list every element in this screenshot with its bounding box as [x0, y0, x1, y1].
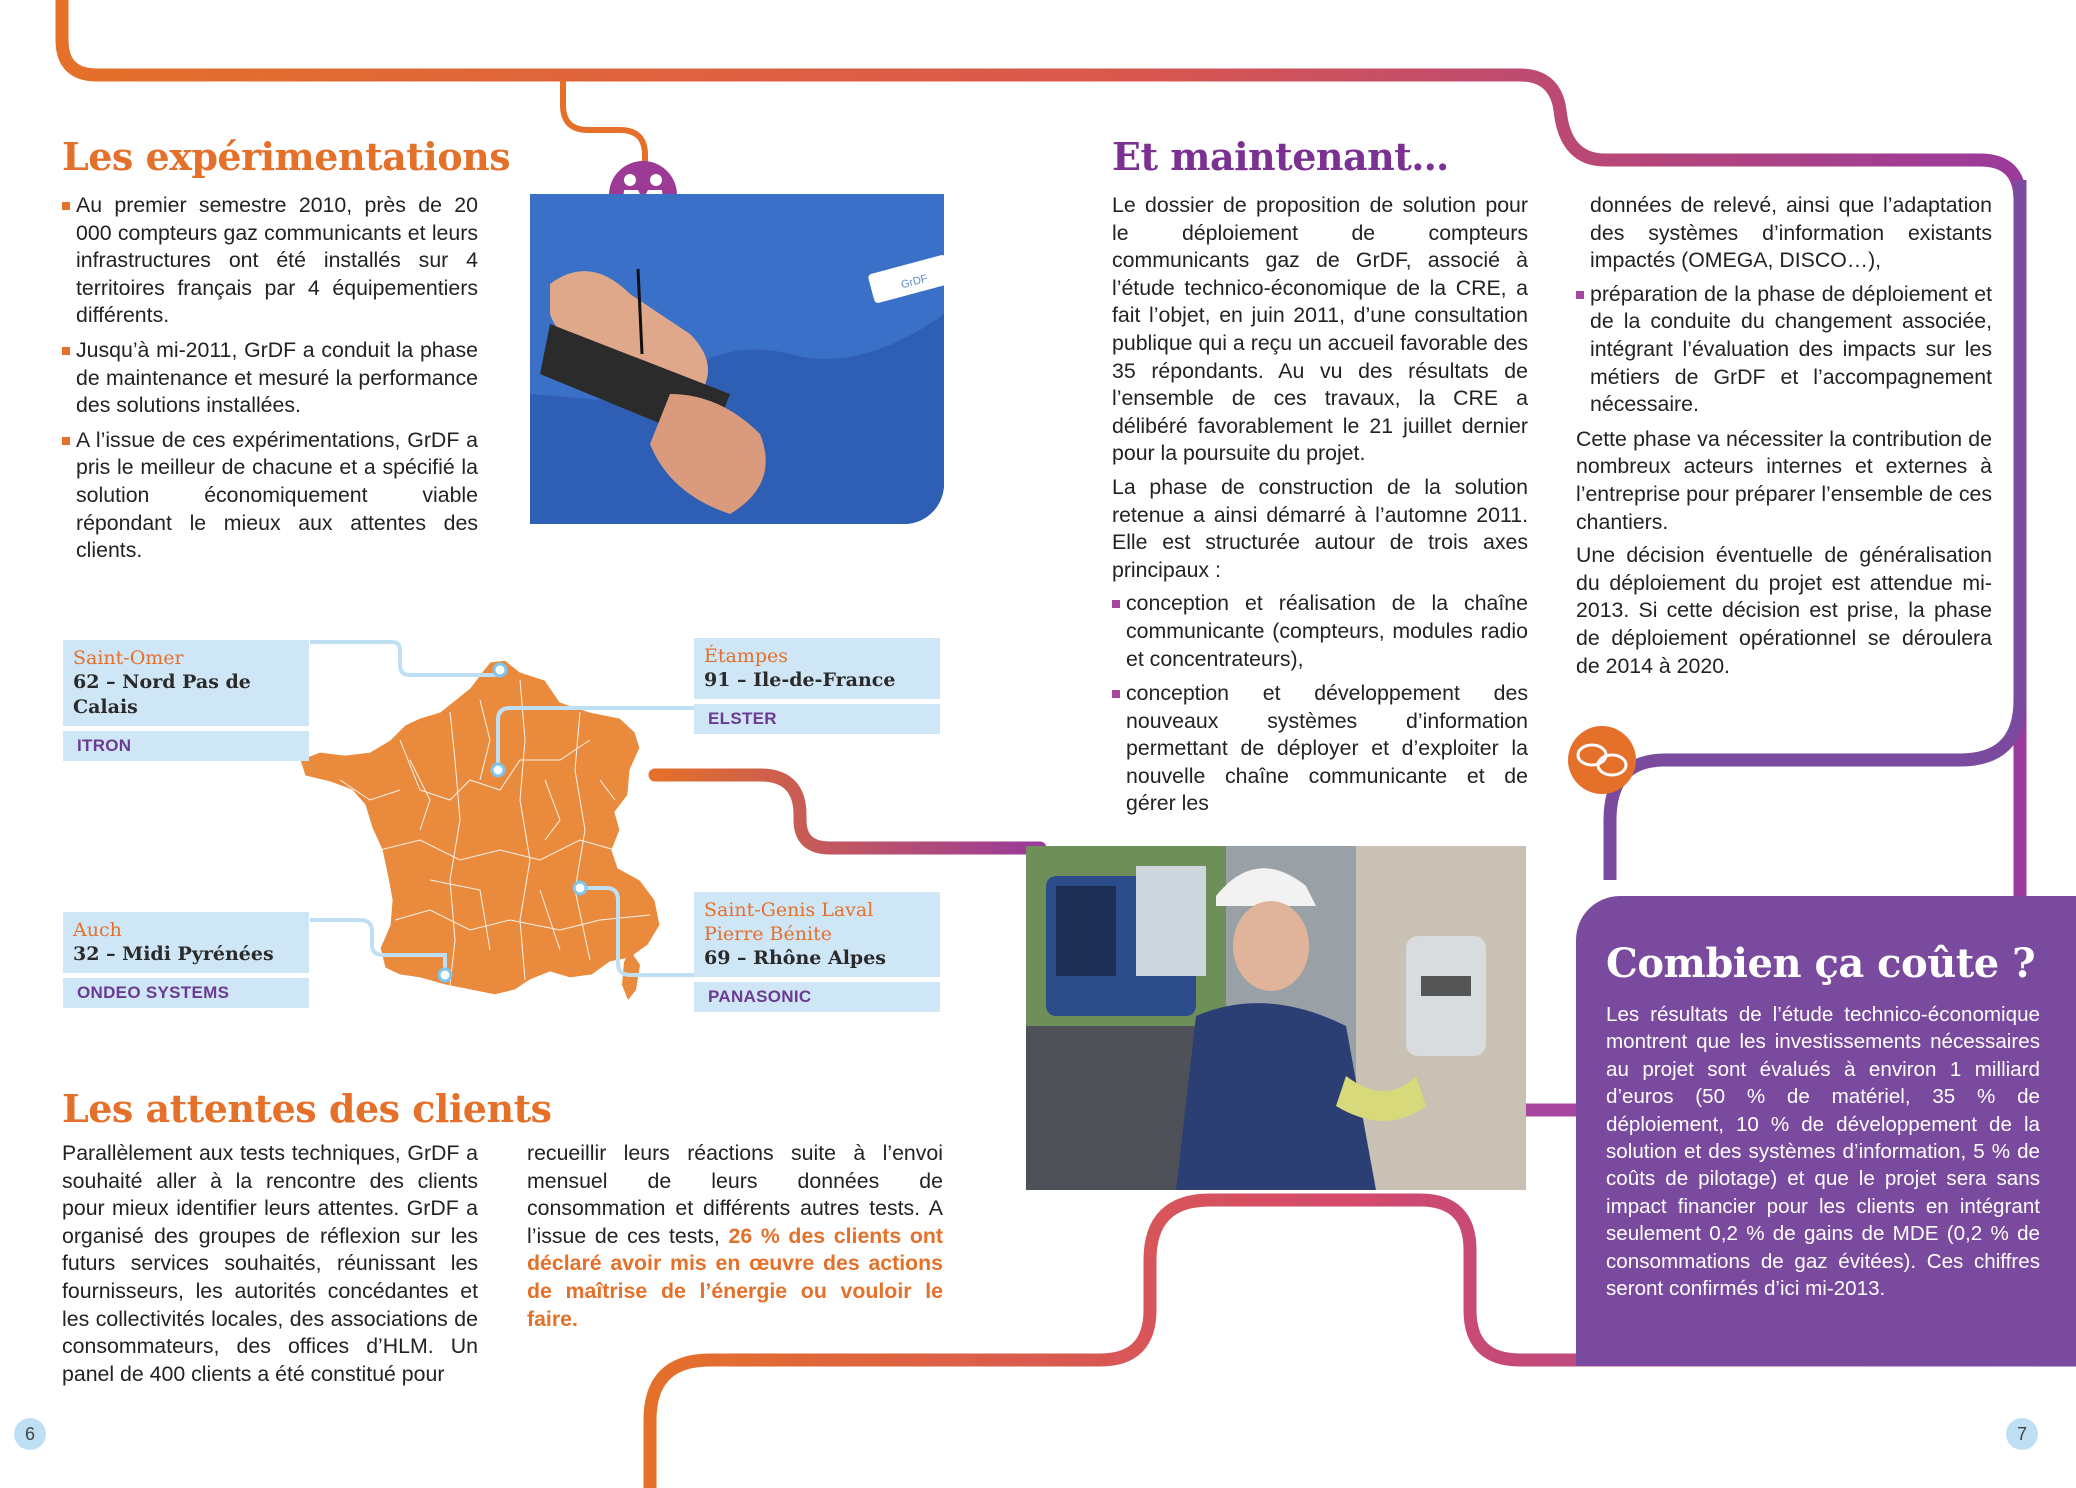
page-number-right: 7 [2006, 1418, 2038, 1450]
section-title-experimentations: Les expérimentations [62, 134, 511, 179]
site-label-etampes [694, 638, 940, 734]
site-dept: 69 – Rhône Alpes [704, 947, 886, 969]
paragraph: Cette phase va nécessiter la contribution de nombreux acteurs internes et externes à l’entreprise pour préparer l’ensemble de ces chantiers. [1576, 426, 1992, 534]
site-label-saint-genis-laval [694, 892, 940, 1012]
section-title-maintenant: Et maintenant… [1112, 134, 1449, 179]
site-city: Auch [73, 919, 122, 941]
site-vendor: ELSTER [694, 704, 940, 734]
site-city: Étampes [704, 645, 789, 667]
site-dept: 91 – Ile-de-France [704, 669, 896, 691]
photo-technician-handheld [530, 194, 944, 524]
chat-bubble-icon [1568, 726, 1636, 794]
axes-list-cont [1576, 281, 1992, 419]
svg-text:GrDF: GrDF [899, 272, 929, 292]
paragraph: Le dossier de proposition de solution pour le déploiement de compteurs communicants gaz de GrDF, associé à l’étude technico-économique de la CRE, a fait l’objet, en juin 2011, d’une consultation publique qui a reçu un accueil favorable des 35 répondants. Au vu des résultats de l’ensemble de ces travaux, la CRE a délibéré favorablement le 21 juillet dernier pour la poursuite du projet. [1112, 193, 1528, 466]
paragraph: La phase de construction de la solution retenue a ainsi démarré à l’automne 2011. Elle est structurée autour de trois axes principaux : [1112, 474, 1528, 582]
list-item: préparation de la phase de déploiement et de la conduite du changement associée, intégrant l’évaluation des impacts sur les métiers de GrDF et l’accompagnement nécessaire. [1576, 281, 1992, 419]
experimentations-list [62, 192, 478, 572]
site-city-2: Pierre Bénite [704, 923, 832, 945]
attentes-col2 [527, 1140, 943, 1339]
paragraph: données de relevé, ainsi que l’adaptation des systèmes d’information existants impactés (OMEGA, DISCO…), [1590, 193, 1992, 273]
paragraph: Une décision éventuelle de généralisation du déploiement du projet est attendue mi-2013. Si cette décision est prise, la phase de déploiement opérationnel se déroulera de 2014 à 2020. [1576, 543, 1992, 678]
axes-list [1112, 590, 1528, 818]
france-map [300, 660, 660, 1000]
paragraph: recueillir leurs réactions suite à l’envoi mensuel de leurs données de consommation et différents autres tests. A l’issue de ces tests, 26 % des clients ont déclaré avoir mis en œuvre des actions de maîtrise de l’énergie ou vouloir le faire. [527, 1141, 944, 1331]
list-item: Jusqu’à mi-2011, GrDF a conduit la phase de maintenance et mesuré la performance des solutions installées. [62, 337, 478, 420]
site-label-saint-omer [63, 640, 309, 761]
site-vendor: ITRON [63, 731, 309, 761]
list-item: conception et réalisation de la chaîne communicante (compteurs, modules radio et concentrateurs), [1112, 590, 1528, 673]
maintenant-col2 [1576, 192, 1992, 686]
list-item: Au premier semestre 2010, près de 20 000 compteurs gaz communicants et leurs infrastructures ont été installés sur 4 territoires français par 4 équipementiers différents. [62, 192, 478, 330]
site-city: Saint-Genis Laval [704, 899, 874, 921]
site-dept: 62 – Nord Pas de Calais [73, 671, 251, 718]
highlight-stat: 26 % des clients ont déclaré avoir mis en œuvre des actions de maîtrise de l’énergie ou vouloir le faire. [527, 1223, 944, 1331]
site-vendor: PANASONIC [694, 982, 940, 1012]
list-item: A l’issue de ces expérimentations, GrDF a pris le meilleur de chacune et a spécifié la solution économiquement viable répondant le mieux aux attentes des clients. [62, 427, 478, 565]
section-title-attentes: Les attentes des clients [62, 1086, 552, 1131]
cost-box [1576, 896, 2076, 1366]
list-item: conception et développement des nouveaux systèmes d’information permettant de déployer et d’exploiter la nouvelle chaîne communicante et de gérer les [1112, 680, 1528, 818]
site-dept: 32 – Midi Pyrénées [73, 943, 274, 965]
site-label-auch [63, 912, 309, 1008]
page-number-left: 6 [14, 1418, 46, 1450]
photo-technician-gas-meter [1026, 846, 1526, 1190]
site-vendor: ONDEO SYSTEMS [63, 978, 309, 1008]
maintenant-col1 [1112, 192, 1528, 825]
paragraph: Parallèlement aux tests techniques, GrDF a souhaité aller à la rencontre des clients pour mieux identifier leurs attentes. GrDF a organisé des groupes de réflexion sur les futurs services souhaités, réunissant les fournisseurs, les autorités concédantes et les collectivités locales, des associations de consommateurs, des offices d’HLM. Un panel de 400 clients a été constitué pour [62, 1141, 478, 1386]
cost-text: Les résultats de l’étude technico-économique montrent que les investissements nécessaires au projet sont évalués à environ 1 milliard d’euros (50 % de matériel, 35 % de déploiement, 10 % de développement de la solution et des systèmes d’information, 5 % de coûts de pilotage) et que le projet sera sans impact financier pour les clients en intégrant seulement 0,2 % de gains de MDE (0,2 % de consommations de gaz évitées). Ces chiffres seront confirmés d’ici mi-2013. [1606, 1003, 2040, 1301]
cost-title: Combien ça coûte ? [1606, 940, 2036, 987]
attentes-col1 [62, 1140, 478, 1394]
site-city: Saint-Omer [73, 647, 184, 669]
